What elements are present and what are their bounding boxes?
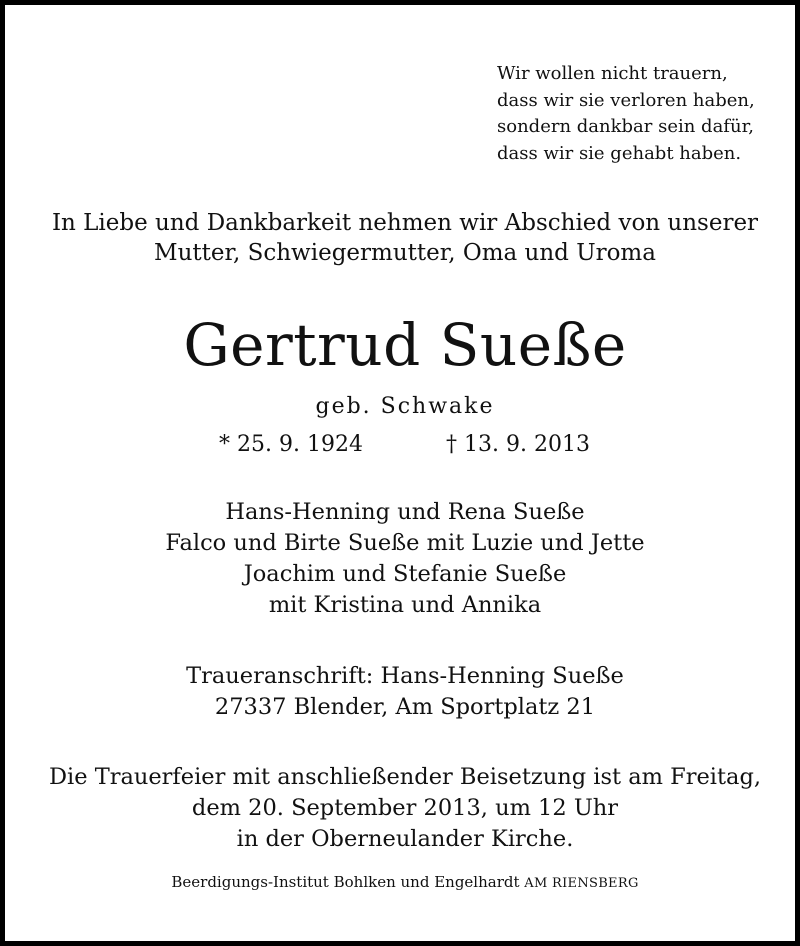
mourning-address [5, 661, 800, 723]
address-line: 27337 Blender, Am Sportplatz 21 [214, 694, 596, 720]
deceased-name: Gertrud Sueße [183, 311, 627, 379]
poem-line: sondern dankbar sein dafür, [497, 116, 754, 137]
undertaker-credit [5, 871, 800, 895]
poem [497, 61, 787, 167]
undertaker-location: AM RIENSBERG [524, 876, 639, 891]
intro-line: In Liebe und Dankbarkeit nehmen wir Abschied von unserer [51, 210, 759, 236]
family-line: mit Kristina und Annika [268, 592, 542, 618]
poem-line: dass wir sie verloren haben, [497, 89, 755, 111]
family-list [5, 497, 800, 621]
service-line: dem 20. September 2013, um 12 Uhr [191, 795, 619, 821]
funeral-service-info [5, 762, 800, 855]
service-line: Die Trauerfeier mit anschließender Beisetzung ist am Freitag, [48, 764, 761, 790]
poem-line: dass wir sie gehabt haben. [497, 142, 742, 164]
service-line: in der Oberneulander Kirche. [236, 826, 574, 852]
death-date: † 13. 9. 2013 [446, 432, 590, 457]
poem-line: Wir wollen nicht trauern, [497, 63, 728, 84]
family-line: Falco und Birte Sueße mit Luzie und Jette [165, 530, 645, 556]
family-line: Hans-Henning und Rena Sueße [225, 499, 585, 525]
intro-text [5, 208, 800, 268]
family-line: Joachim und Stefanie Sueße [243, 561, 567, 587]
birth-name: geb. Schwake [315, 394, 495, 419]
undertaker-name: Beerdigungs-Institut Bohlken und Engelhardt [171, 873, 520, 891]
birth-date: * 25. 9. 1924 [219, 432, 363, 457]
address-line: Traueranschrift: Hans-Henning Sueße [186, 663, 624, 689]
intro-line: Mutter, Schwiegermutter, Oma und Uroma [154, 240, 656, 266]
